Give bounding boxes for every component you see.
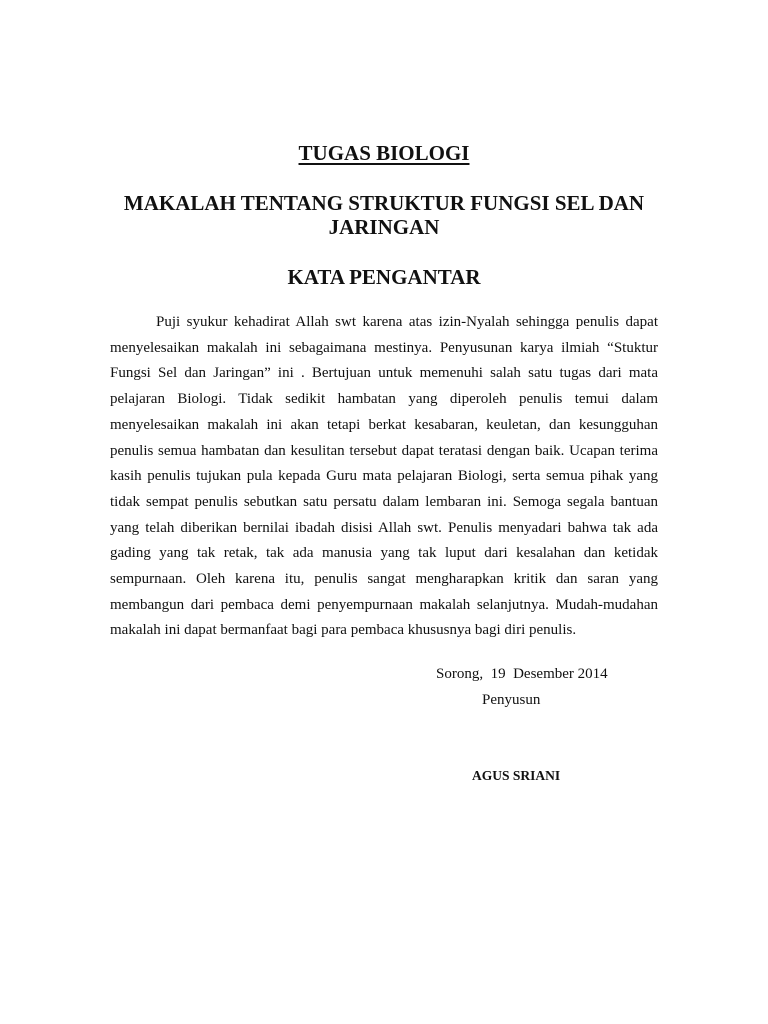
course-heading: TUGAS BIOLOGI	[298, 141, 470, 165]
signature-name: AGUS SRIANI	[472, 768, 561, 783]
section-heading: KATA PENGANTAR	[287, 265, 481, 289]
foreword-paragraph: Puji syukur kehadirat Allah swt karena atas izin-Nyalah sehingga penulis dapat menyelesaikan makalah ini sebagaimana mestinya. Penyusunan karya ilmiah “Stuktur Fungsi Sel dan Jaringan” ini . Bertujuan untuk memenuhi salah satu tugas dari mata pelajaran Biologi. Tidak sedikit hambatan yang diperoleh penulis temui dalam menyelesaikan makalah ini akan tetapi berkat kesabaran, keuletan, dan kesungguhan penulis semua hambatan dan kesulitan tersebut dapat teratasi dengan baik. Ucapan terima kasih penulis tujukan pula kepada Guru mata pelajaran Biologi, serta semua pihak yang tidak sempat penulis sebutkan satu persatu dalam lembaran ini. Semoga segala bantuan yang telah diberikan bernilai ibadah disisi Allah swt. Penulis menyadari bahwa tak ada gading yang tak retak, tak ada manusia yang tak luput dari kesalahan dan ketidak sempurnaan. Oleh karena itu, penulis sangat mengharapkan kritik dan saran yang membangun dari pembaca demi penyempurnaan makalah selanjutnya. Mudah-mudahan makalah ini dapat bermanfaat bagi para pembaca khususnya bagi diri penulis.	[110, 314, 658, 639]
signature-role: Penyusun	[482, 692, 541, 708]
signature-place-date: Sorong, 19 Desember 2014	[436, 666, 608, 682]
paper-title: MAKALAH TENTANG STRUKTUR FUNGSI SEL DAN JARINGAN	[123, 191, 645, 239]
